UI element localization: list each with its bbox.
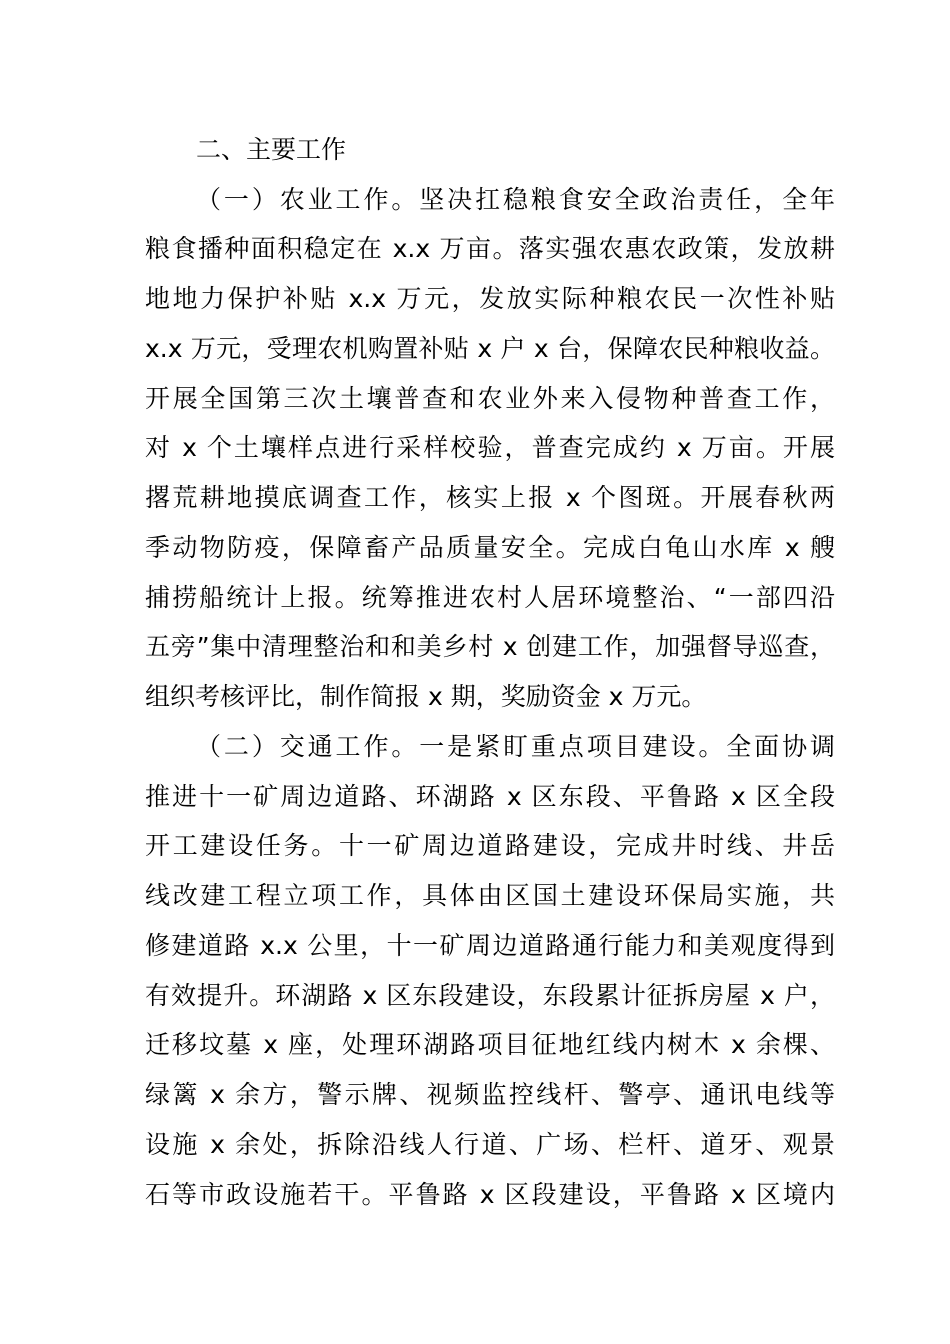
paragraph-2-line-10: 石等市政设施若干。平鲁路 x 区段建设，平鲁路 x 区境内 [145,1180,835,1209]
paragraph-1-line-7: 撂荒耕地摸底调查工作，核实上报 x 个图斑。开展春秋两 [145,483,835,512]
paragraph-1-line-3: 地地力保护补贴 x.x 万元，发放实际种粮农民一次性补贴 [145,284,835,313]
paragraph-2-line-5: 修建道路 x.x 公里，十一矿周边道路通行能力和美观度得到 [145,931,835,960]
paragraph-1-line-1: （一）农业工作。坚决扛稳粮食安全政治责任，全年 [196,185,835,214]
paragraph-2-line-6: 有效提升。环湖路 x 区东段建设，东段累计征拆房屋 x 户， [145,981,835,1010]
paragraph-1-line-8: 季动物防疫，保障畜产品质量安全。完成白龟山水库 x 艘 [145,533,835,562]
paragraph-1-line-2: 粮食播种面积稳定在 x.x 万亩。落实强农惠农政策，发放耕 [145,234,835,263]
paragraph-1-line-10: 五旁”集中清理整治和和美乡村 x 创建工作，加强督导巡查， [145,632,835,661]
section-heading: 二、主要工作 [196,135,347,164]
paragraph-2-line-4: 线改建工程立项工作，具体由区国土建设环保局实施，共 [145,881,835,910]
paragraph-2-line-2: 推进十一矿周边道路、环湖路 x 区东段、平鲁路 x 区全段 [145,782,835,811]
paragraph-2-line-3: 开工建设任务。十一矿周边道路建设，完成井时线、井岳 [145,831,835,860]
paragraph-1-line-4: x.x 万元，受理农机购置补贴 x 户 x 台，保障农民种粮收益。 [145,334,835,363]
paragraph-1-line-6: 对 x 个土壤样点进行采样校验，普查完成约 x 万亩。开展 [145,433,835,462]
paragraph-2-line-8: 绿篱 x 余方，警示牌、视频监控线杆、警亭、通讯电线等 [145,1080,835,1109]
paragraph-2-line-1: （二）交通工作。一是紧盯重点项目建设。全面协调 [196,732,835,761]
paragraph-1-line-11: 组织考核评比，制作简报 x 期，奖励资金 x 万元。 [145,682,707,711]
paragraph-2-line-7: 迁移坟墓 x 座，处理环湖路项目征地红线内树木 x 余棵、 [145,1030,835,1059]
paragraph-1-line-9: 捕捞船统计上报。统筹推进农村人居环境整治、“一部四沿 [145,583,835,612]
paragraph-1-line-5: 开展全国第三次土壤普查和农业外来入侵物种普查工作， [145,384,835,413]
paragraph-2-line-9: 设施 x 余处，拆除沿线人行道、广场、栏杆、道牙、观景 [145,1130,835,1159]
